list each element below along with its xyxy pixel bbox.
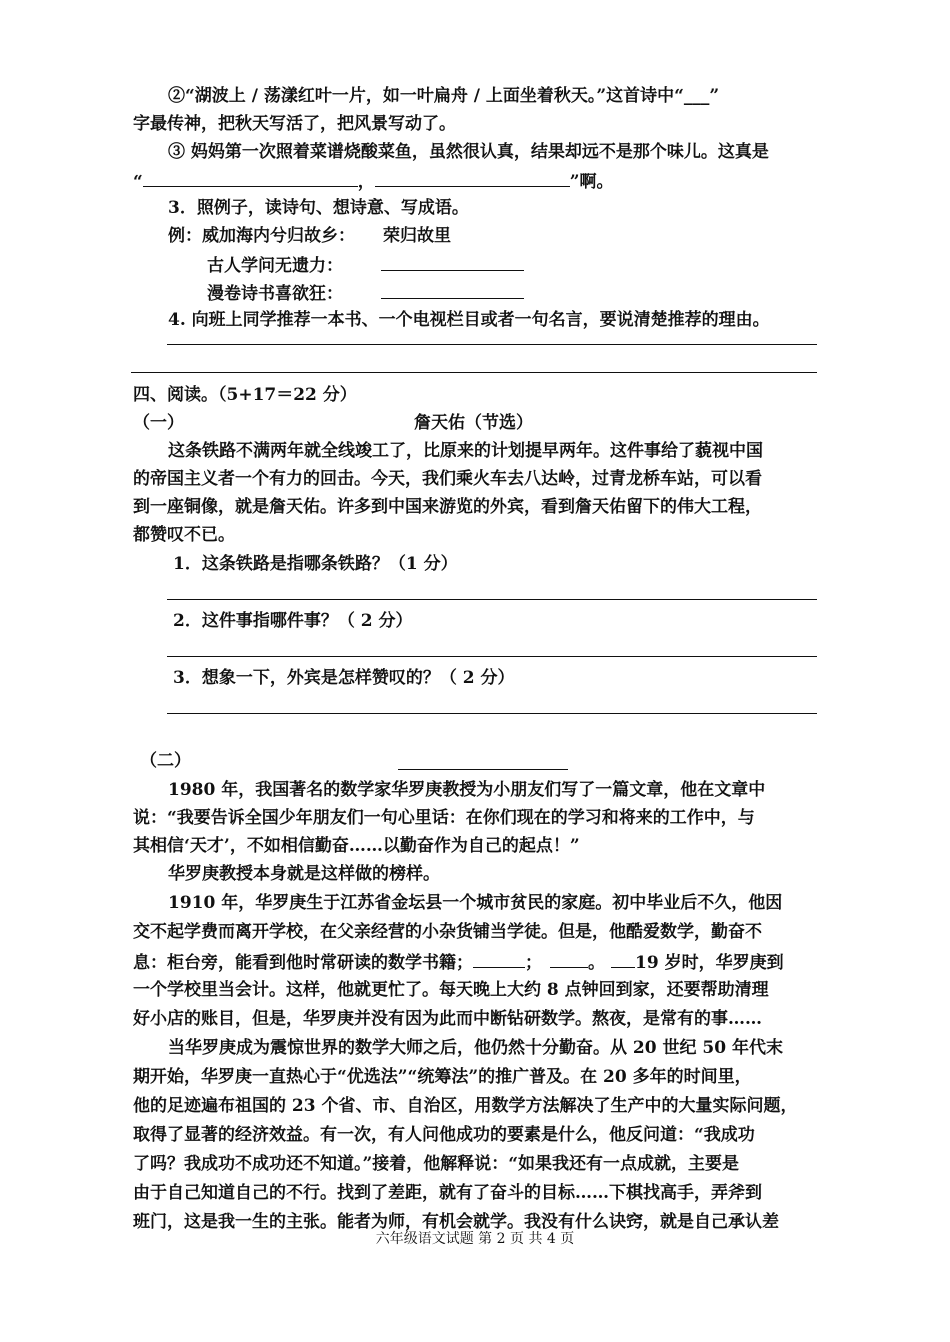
example-verse: 例：威加海内兮归故乡： xyxy=(168,226,355,246)
fill-blank-2[interactable] xyxy=(550,947,588,968)
passage-1-title: 詹天佑（节选） xyxy=(414,413,533,433)
passage-2-line-3: 其相信‘天才’，不如相信勤奋……以勤奋作为自己的起点！” xyxy=(133,836,580,856)
answer-rule-q4-1[interactable] xyxy=(167,344,817,345)
passage-2-line-6: 交不起学费而离开学校，在父亲经营的小杂货铺当学徒。但是，他酷爱数学，勤奋不 xyxy=(133,922,762,942)
line-verse-2 xyxy=(207,278,524,308)
line-poem-question: ②“湖波上 / 荡漾红叶一片，如一叶扁舟 / 上面坐着秋天。”这首诗中“___” xyxy=(168,86,720,106)
answer-blank-2[interactable] xyxy=(375,166,570,187)
passage-2-line-16: 班门，这是我一生的主张。能者为师，有机会就学。我没有什么诀窍，就是自己承认差 xyxy=(133,1212,779,1232)
passage-2-line-8: 一个学校里当会计。这样，他就更忙了。每天晚上大约 8 点钟回到家，还要帮助清理 xyxy=(133,980,769,1000)
fill-blank-3[interactable] xyxy=(611,947,635,968)
line-7-text: 息：柜台旁，能看到他时常研读的数学书籍； xyxy=(133,953,473,973)
passage-1-line-3: 到一座铜像，就是詹天佑。许多到中国来游览的外宾，看到詹天佑留下的伟大工程， xyxy=(133,497,762,517)
example-idiom: 荣归故里 xyxy=(383,226,451,246)
passage-2-line-10: 当华罗庚成为震惊世界的数学大师之后，他仍然十分勤奋。从 20 世纪 50 年代末 xyxy=(168,1038,783,1058)
fill-blank-1[interactable] xyxy=(473,947,525,968)
question-1: 1．这条铁路是指哪条铁路？（1 分） xyxy=(173,554,458,574)
passage-2-line-5: 1910 年，华罗庚生于江苏省金坛县一个城市贫民的家庭。初中毕业后不久，他因 xyxy=(168,893,783,913)
line-example xyxy=(168,222,451,250)
passage-1-line-2: 的帝国主义者一个有力的回击。今天，我们乘火车去八达岭，过青龙桥车站，可以看 xyxy=(133,469,762,489)
answer-rule-q4-2[interactable] xyxy=(131,372,817,373)
passage-1-line-4: 都赞叹不已。 xyxy=(133,525,235,545)
passage-1-line-1: 这条铁路不满两年就全线竣工了，比原来的计划提早两年。这件事给了藐视中国 xyxy=(168,441,763,461)
passage-2-line-4: 华罗庚教授本身就是这样做的榜样。 xyxy=(168,864,440,884)
line-7-tail: 19 岁时，华罗庚到 xyxy=(635,953,784,973)
verse-1-blank[interactable] xyxy=(381,250,524,271)
passage-1-label: （一） xyxy=(133,413,184,433)
line-question-4: 4. 向班上同学推荐一本书、一个电视栏目或者一句名言，要说清楚推荐的理由。 xyxy=(168,310,770,330)
verse-2-text: 漫卷诗书喜欲狂： xyxy=(207,284,343,304)
quote-close: ”啊。 xyxy=(569,172,614,192)
comma: ， xyxy=(357,172,375,192)
passage-2-line-7 xyxy=(133,947,784,977)
passage-2-line-11: 期开始，华罗庚一直热心于“优选法”“统筹法”的推广普及。在 20 多年的时间里， xyxy=(133,1067,752,1087)
verse-2-blank[interactable] xyxy=(381,278,524,299)
verse-1-text: 古人学问无遗力： xyxy=(207,256,343,276)
line-verse-1 xyxy=(207,250,524,280)
answer-rule-q1[interactable] xyxy=(167,599,817,600)
answer-rule-q3[interactable] xyxy=(167,713,817,714)
semicolon: ； xyxy=(525,953,542,973)
question-2: 2．这件事指哪件事？（ 2 分） xyxy=(173,611,413,631)
passage-2-line-9: 好小店的账目，但是，华罗庚并没有因为此而中断钻研数学。熬夜，是常有的事…… xyxy=(133,1009,762,1029)
answer-rule-q2[interactable] xyxy=(167,656,817,657)
line-fish-question: ③ 妈妈第一次照着菜谱烧酸菜鱼，虽然很认真，结果却远不是那个味儿。这真是 xyxy=(168,142,769,162)
passage-2-line-14: 了吗？我成功不成功还不知道。”接着，他解释说：“如果我还有一点成就，主要是 xyxy=(133,1154,740,1174)
line-question-3: 3．照例子，读诗句、想诗意、写成语。 xyxy=(168,198,469,218)
passage-2-line-12: 他的足迹遍布祖国的 23 个省、市、自治区，用数学方法解决了生产中的大量实际问题， xyxy=(133,1096,798,1116)
passage-2-line-15: 由于自己知道自己的不行。找到了差距，就有了奋斗的目标……下棋找高手，弄斧到 xyxy=(133,1183,762,1203)
question-3: 3．想象一下，外宾是怎样赞叹的？（ 2 分） xyxy=(173,668,515,688)
passage-2-line-1: 1980 年，我国著名的数学家华罗庚教授为小朋友们写了一篇文章，他在文章中 xyxy=(168,780,766,800)
answer-blank-1[interactable] xyxy=(143,166,358,187)
section-4-heading: 四、阅读。（5+17＝22 分） xyxy=(133,385,357,405)
line-poem-question-cont: 字最传神，把秋天写活了，把风景写动了。 xyxy=(133,114,456,134)
passage-2-title-blank[interactable] xyxy=(398,769,568,770)
passage-2-line-2: 说：“我要告诉全国少年朋友们一句心里话：在你们现在的学习和将来的工作中，与 xyxy=(133,808,755,828)
passage-2-line-13: 取得了显著的经济效益。有一次，有人问他成功的要素是什么，他反问道：“我成功 xyxy=(133,1125,755,1145)
line-fish-answer xyxy=(133,166,614,196)
period: 。 xyxy=(588,953,605,973)
passage-2-label: （二） xyxy=(140,751,191,771)
page-footer: 六年级语文试题 第 2 页 共 4 页 xyxy=(375,1231,575,1247)
quote-open: “ xyxy=(133,172,143,192)
